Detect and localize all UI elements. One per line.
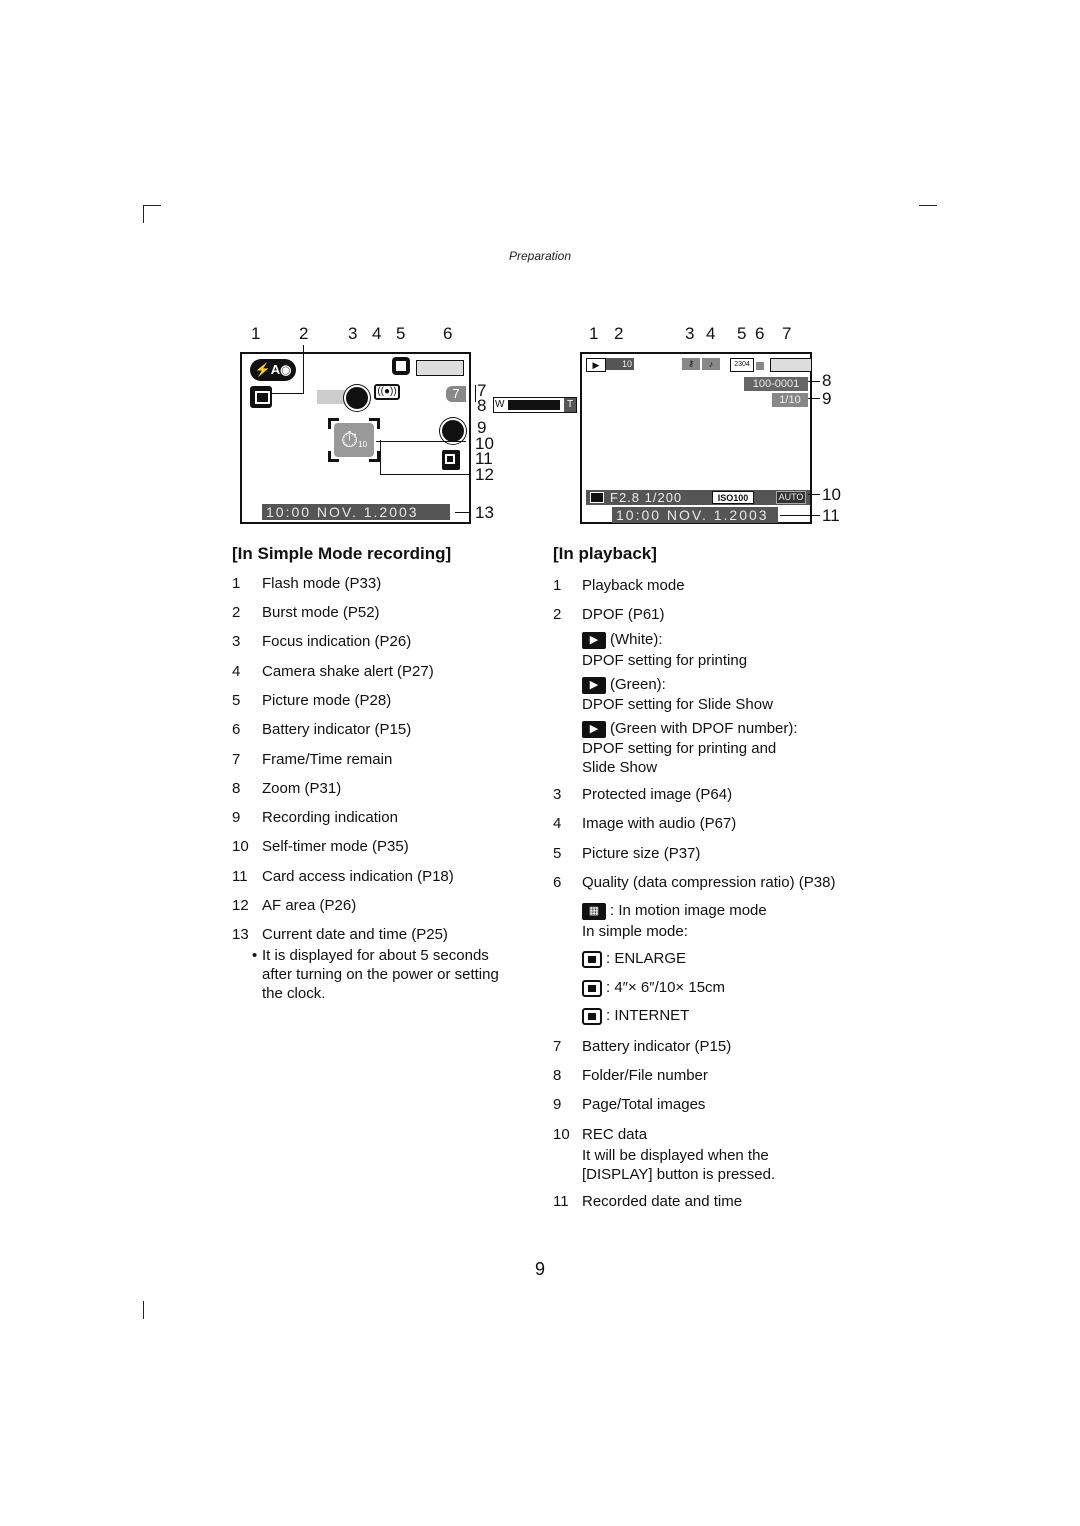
audio-icon: ♪ bbox=[702, 358, 720, 370]
callout-4: 4 bbox=[706, 324, 716, 343]
iso-badge: ISO100 bbox=[712, 491, 754, 504]
zoom-bar bbox=[493, 397, 577, 413]
callout-10: 10 bbox=[475, 434, 494, 453]
callout-8: 8 bbox=[822, 371, 832, 390]
card-access-icon bbox=[442, 450, 460, 470]
playback-mode-icon: ▶ bbox=[586, 358, 606, 372]
zoom-t-label: T bbox=[564, 398, 576, 412]
leader-line bbox=[376, 441, 466, 442]
quality-icon bbox=[756, 362, 764, 370]
callout-4: 4 bbox=[372, 324, 382, 343]
size-4x6-icon bbox=[582, 980, 602, 997]
lcd-screen-playback bbox=[580, 352, 812, 524]
callout-3: 3 bbox=[348, 324, 358, 343]
crop-mark-top-left-h bbox=[143, 205, 161, 206]
frame-remain-badge: 7 bbox=[446, 386, 466, 402]
rec-data-text: F2.8 1/200 bbox=[610, 490, 683, 505]
leader-line bbox=[270, 393, 304, 394]
zoom-fill bbox=[508, 400, 560, 410]
dpof-green-number-icon: ▶ bbox=[582, 721, 606, 738]
callout-3: 3 bbox=[685, 324, 695, 343]
camera-icon bbox=[590, 492, 604, 503]
callout-9: 9 bbox=[477, 418, 487, 437]
crop-mark-bottom-left-v bbox=[143, 1301, 144, 1319]
dpof-icon: 10 bbox=[606, 358, 634, 370]
callout-1: 1 bbox=[589, 324, 599, 343]
lcd-screen-recording bbox=[240, 352, 471, 524]
protect-icon: ⚷ bbox=[682, 358, 700, 370]
crop-mark-top-right-h bbox=[919, 205, 937, 206]
picture-mode-icon bbox=[392, 357, 410, 375]
burst-mode-icon bbox=[250, 386, 272, 408]
callout-1: 1 bbox=[251, 324, 261, 343]
self-timer-icon: ⏱10 bbox=[334, 423, 374, 457]
callout-5: 5 bbox=[737, 324, 747, 343]
simple-mode-title: [In Simple Mode recording] bbox=[232, 544, 452, 563]
callout-11: 11 bbox=[475, 449, 493, 468]
note-line: after turning on the power or setting bbox=[262, 966, 499, 983]
leader-line bbox=[808, 494, 820, 495]
callout-13: 13 bbox=[475, 503, 494, 522]
film-icon: ▦ bbox=[582, 903, 606, 920]
callout-2: 2 bbox=[299, 324, 309, 343]
callout-2: 2 bbox=[614, 324, 624, 343]
page-total-images: 1/10 bbox=[772, 393, 808, 407]
callout-11: 11 bbox=[822, 506, 840, 525]
leader-line bbox=[475, 385, 476, 402]
leader-line bbox=[808, 381, 820, 382]
rec-data-bar bbox=[586, 490, 810, 505]
leader-line bbox=[455, 512, 470, 513]
camera-shake-icon: ((●)) bbox=[374, 384, 400, 400]
leader-line bbox=[303, 345, 304, 393]
battery-icon bbox=[416, 360, 464, 376]
leader-line bbox=[371, 420, 372, 421]
zoom-w-label: W bbox=[495, 399, 505, 410]
callout-8: 8 bbox=[477, 396, 487, 415]
battery-icon bbox=[770, 358, 812, 372]
dpof-green-icon: ▶ bbox=[582, 677, 606, 694]
picture-size-badge: 2304 bbox=[730, 358, 754, 372]
datetime-bar: 10:00 NOV. 1.2003 bbox=[262, 504, 450, 520]
callout-5: 5 bbox=[396, 324, 406, 343]
callout-12: 12 bbox=[475, 465, 494, 484]
callout-7: 7 bbox=[477, 381, 487, 400]
enlarge-icon bbox=[582, 951, 602, 968]
callout-6: 6 bbox=[755, 324, 765, 343]
leader-line bbox=[380, 474, 470, 475]
internet-icon bbox=[582, 1008, 602, 1025]
bullet: • bbox=[252, 947, 258, 964]
playback-title: [In playback] bbox=[553, 544, 657, 563]
callout-10: 10 bbox=[822, 485, 841, 504]
note-line: It is displayed for about 5 seconds bbox=[262, 947, 489, 964]
section-header: Preparation bbox=[508, 249, 572, 263]
page-number: 9 bbox=[534, 1259, 545, 1279]
wb-badge: AUTO bbox=[776, 491, 806, 504]
callout-7: 7 bbox=[782, 324, 792, 343]
leader-line bbox=[808, 398, 820, 399]
note-line: the clock. bbox=[262, 985, 326, 1002]
callout-6: 6 bbox=[443, 324, 453, 343]
callout-9: 9 bbox=[822, 389, 832, 408]
folder-file-number: 100-0001 bbox=[744, 377, 808, 391]
flash-mode-icon: ⚡A◉ bbox=[250, 359, 296, 381]
focus-indication-icon bbox=[344, 385, 370, 411]
crop-mark-top-left-v bbox=[143, 205, 144, 223]
dpof-white-icon: ▶ bbox=[582, 632, 606, 649]
leader-line bbox=[780, 515, 820, 516]
datetime-bar: 10:00 NOV. 1.2003 bbox=[612, 507, 778, 523]
leader-line bbox=[380, 440, 381, 474]
